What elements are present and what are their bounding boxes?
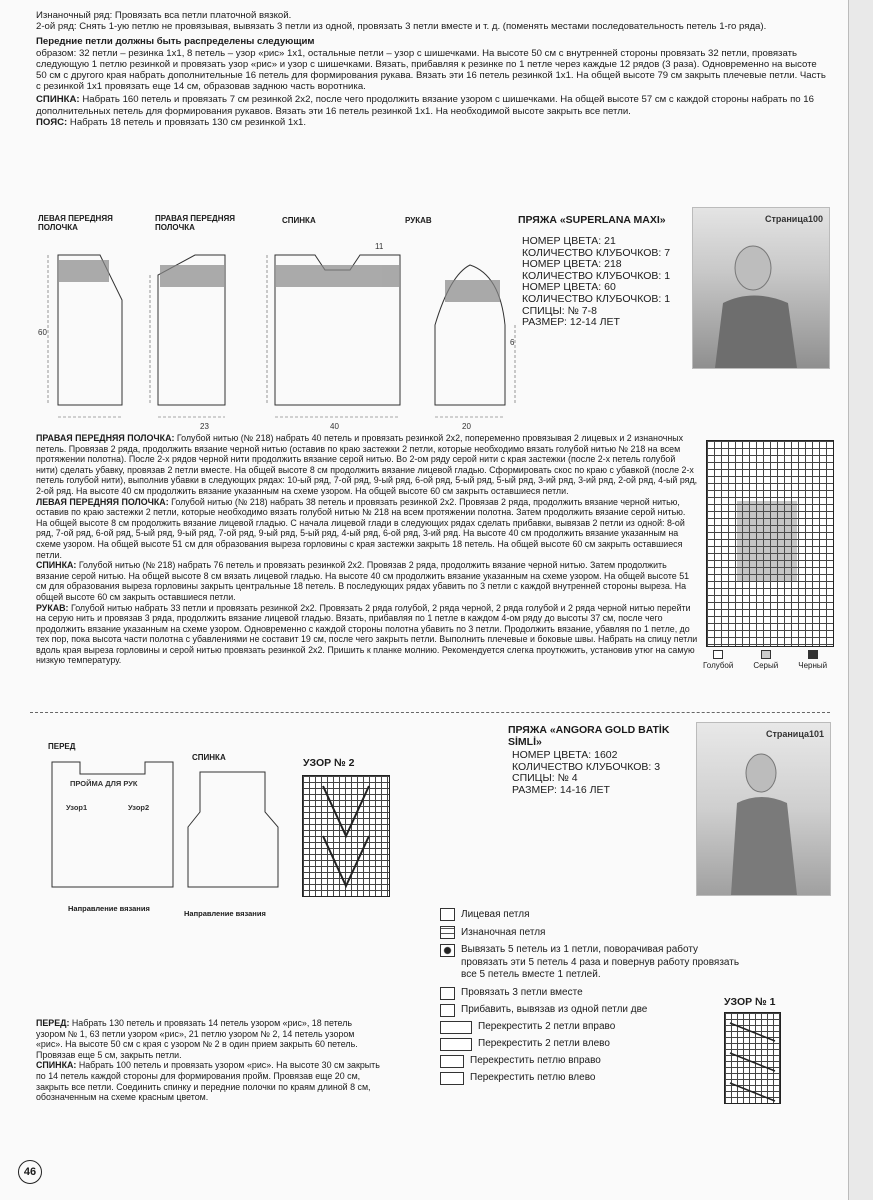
legend-item: Изнаночная петля [461, 926, 546, 938]
front2-text: Набрать 130 петель и провязать 14 петель узором «рис», 18 петель узором № 1, 63 петли узором «рис», 21 петлю узором № 2, 14 петель узором «рис». На высоте 50 см с края с узором № 2 в один прием закрыть 60 петель. Провязав еще 5 см, закрыть петли. [36, 1018, 358, 1060]
yarn1-line: НОМЕР ЦВЕТА: 218 [522, 258, 622, 271]
stitch-legend [440, 908, 740, 1085]
back2-label: СПИНКА: [36, 1060, 77, 1071]
yarn1-line: РАЗМЕР: 12-14 ЛЕТ [522, 316, 620, 329]
legend-grey: Серый [753, 661, 779, 670]
legend-item: Вывязать 5 петель из 1 петли, поворачивая работу провязать эти 5 петель 4 раза и повернув работу провязать все 5 петель вместе 1 петлей. [461, 944, 740, 980]
purl-symbol [440, 926, 455, 939]
yarn1-line: КОЛИЧЕСТВО КЛУБОЧКОВ: 1 [522, 292, 671, 305]
belt-label: ПОЯС: [36, 116, 68, 128]
front2-label: ПЕРЕД: [36, 1018, 70, 1028]
increase-symbol [440, 1004, 455, 1017]
back-pattern-band [276, 265, 399, 287]
yarn2-line: НОМЕР ЦВЕТА: 1602 [512, 749, 618, 761]
pattern1-chart [724, 1012, 781, 1104]
left-front-pattern-band [59, 260, 109, 282]
cross2-right-symbol [440, 1021, 472, 1034]
yarn2-line: КОЛИЧЕСТВО КЛУБОЧКОВ: 3 [512, 760, 661, 773]
model-figure-1 [693, 208, 829, 368]
next-page-edge [848, 0, 873, 1200]
bobble-symbol [440, 944, 455, 957]
yarn1-line: НОМЕР ЦВЕТА: 21 [522, 235, 616, 247]
legend-black: Черный [798, 661, 828, 670]
sleeve-pattern-band [445, 280, 500, 302]
instr-label: ПРАВАЯ ПЕРЕДНЯЯ ПОЛОЧКА: [36, 433, 175, 443]
colorwork-chart [706, 440, 834, 647]
dim-front-width: 23 [200, 422, 209, 431]
back2-text: Набрать 100 петель и провязать узором «рис». На высоте 30 см закрыть по 14 петель каждой стороны для формирования пройм. Провязав еще 20 см, закрыть все петли. Соединить спинку и передние полочки по краям длиной 8 см, обозначенным на схеме красным цветом. [36, 1060, 380, 1103]
k3tog-symbol [440, 987, 455, 1000]
legend-item: Перекрестить 2 петли влево [478, 1038, 610, 1049]
yarn1-line: НОМЕР ЦВЕТА: 60 [522, 281, 616, 294]
instr-text: Голубой нитью (№ 218) набрать 40 петель и провязать резинкой 2х2, попеременно провязывая 2 лицевых и 2 изнаночных петель. Провязав 2 ряда, продолжить вязание черной нитью (оставив по краю застежки 2 петли, которые необходимо вязать голубой нитью № 218 на всем протяжении полотна). После 2-х рядов черной нити продолжить вязание серой нитью. Во 2-ом ряду серой нити с края застежки (после 2-х петель голубой нити) сделать убавку, провязав 2 петли вместе. На общей высоте 8 см продолжить вязание лицевой гладью. Сформировать скос по краю с убавкой (после 2-х петель голубой нити), выполнив убавки в следующих рядах: 10-ый ряд, 7-ой ряд, 9-ый ряд, 6-ой ряд, 5-ый ряд, 5-ый ряд, 3-ий ряд, 3-ий ряд, 2-ой ряд, 4-ый ряд, 2-ой ряд. На высоте 40 см продолжить вязание указанным на схеме узором. На общей высоте 60 см закрыть оставшиеся петли. [36, 433, 698, 496]
pattern1-schematics [30, 235, 520, 435]
instr-text: Голубой нитью (№ 218) набрать 38 петель и провязать резинкой 2х2. Провязав 2 ряда, продолжить вязание черной нитью, оставив по краю застежки 2 петли, которые необходимо вязать голубой нитью № 218 на всем протяжении полотна. Затем продолжить вязание серой нитью. На общей высоте 8 см продолжить вязание лицевой гладью. С начала лицевой глади в следующих рядах сделать прибавки, вывязав 2 петли из одной: 8-ой ряд, 7-ой ряд, 6-ой ряд, 5-ый ряд, 9-ый ряд, 7-ой ряд, 9-ый ряд, 5-ый ряд, 4-ый ряд, 6-ой ряд, 3-ий ряд. На высоте 40 см продолжить вязание указанным на схеме узором. На общей высоте 51 см для образования выреза горловины с края застежки закрыть 18 петель. На общей высоте 60 см закрыть оставшиеся петли. [36, 496, 686, 560]
instr-label: РУКАВ: [36, 602, 69, 613]
pattern2-chart [302, 775, 390, 897]
yarn1-line: СПИЦЫ: № 7-8 [522, 304, 597, 317]
yarn2-line: РАЗМЕР: 14-16 ЛЕТ [512, 783, 610, 796]
front-text: образом: 32 петли – резинка 1х1, 8 петель – узор «рис» 1х1, остальные петли – узор с шишечками. На высоте 50 см с внутренней стороны провязать 32 петли, провязать следующую 1 петлю резинкой и провязать узор «рис» и узор с шишечками. Вязать, прибавляя к резинке по 1 петле через каждые 12 рядов (3 раза). Одновременно на высоте 50 см с другого края набрать дополнительные 16 петель для формирования рукава. Вязать эти 16 петель резинкой 1х1. На общей высоте 79 см закрыть плечевые петли. Часть с резинкой 1х1 провязать еще 14 см, образовав заднюю часть воротника. [36, 47, 826, 93]
intro-block [36, 10, 826, 128]
front-head: Передние петли должны быть распределены следующим [36, 36, 315, 48]
legend-item: Провязать 3 петли вместе [461, 987, 583, 998]
yarn1-line: КОЛИЧЕСТВО КЛУБОЧКОВ: 7 [522, 246, 671, 259]
pattern2-schematics [40, 752, 290, 902]
cross2-left-symbol [440, 1038, 472, 1051]
instr-label: СПИНКА: [36, 560, 77, 571]
label-right-front: ПРАВАЯ ПЕРЕДНЯЯ ПОЛОЧКА [155, 214, 236, 232]
page-ref-2: Страница101 [765, 729, 824, 739]
label-back2: СПИНКА [192, 753, 226, 762]
dim-back-width: 40 [330, 422, 339, 431]
direction-back: Направление вязания [184, 909, 266, 918]
model-photo-1 [692, 207, 830, 369]
dim-shoulder: 11 [375, 242, 384, 251]
yarn1-list [522, 236, 670, 329]
back-label: СПИНКА: [36, 94, 80, 106]
label-left-front: ЛЕВАЯ ПЕРЕДНЯЯ ПОЛОЧКА [38, 214, 113, 232]
legend-item: Перекрестить петлю влево [470, 1072, 596, 1083]
legend-item: Лицевая петля [461, 908, 530, 920]
section-divider [30, 712, 830, 713]
legend-item: Прибавить, вывязав из одной петли две [461, 1004, 648, 1015]
label-armhole: ПРОЙМА ДЛЯ РУК [70, 779, 138, 788]
cross1-left-symbol [440, 1072, 464, 1085]
intro-line-1: Изнаночный ряд: Провязать вса петли платочной вязкой. [36, 10, 292, 21]
instr-text: Голубой нитью набрать 33 петли и провязать резинкой 2х2. Провязать 2 ряда голубой, 2 ряда черной, 2 ряда голубой и 2 ряда черной нитью перейти на серую нить и провязав 3 ряда, продолжить вязание лицевой гладью. Вязать, прибавляя по 1 петле в каждом 4-ом ряду до высоты 37 см, после чего продолжить вязание указанным на схеме узором. Одновременно с каждой стороны полотна убавить по 3 петли. Продолжить вязание, убавляя по 1 петле, до тех пор, пока высота части полотна с убавлениями не составит 19 см, после чего закрыть петли. Выполнить плечевые и боковые швы. Набрать на спицу петли вдоль края выреза горловины и серой нитью провязать резинкой 2х2. Пришить к планке молнию. Рекомендуется слегка проутюжить, установив утюг на самую низкую температуру. [36, 602, 698, 666]
yarn2-line: СПИЦЫ: № 4 [512, 772, 578, 785]
dim-height: 60 [38, 328, 47, 337]
legend-blue: Голубой [703, 661, 734, 670]
yarn1-title: ПРЯЖА «SUPERLANA MAXI» [518, 214, 666, 226]
pattern1-instructions [36, 433, 698, 666]
back-text: Набрать 160 петель и провязать 7 см резинкой 2х2, после чего продолжить вязание узором с шишечками. На общей высоте 57 см с каждой стороны набрать по 16 дополнительных петель для формирования рукавов. Вязать эти 16 петель резинкой 1х1. На необходимой высоте закрыть все петли. [36, 94, 814, 117]
legend-item: Перекрестить 2 петли вправо [478, 1021, 616, 1032]
knit-symbol [440, 908, 455, 921]
intro-line-2: 2-ой ряд: Снять 1-ую петлю не провязывая, вывязать 3 петли из одной, провязать 3 петли вместе и т. д. (поменять местами последовательность петель 1-го ряда). [36, 21, 767, 33]
pattern1-chart-title: УЗОР № 1 [724, 996, 776, 1008]
instr-label: ЛЕВАЯ ПЕРЕДНЯЯ ПОЛОЧКА: [36, 496, 169, 507]
yarn2-list [512, 750, 660, 796]
label-pattern2: УЗОР № 2 [303, 757, 355, 769]
pattern2-instructions [36, 1018, 381, 1103]
model-photo-2 [696, 722, 831, 896]
label-zone1: Узор1 [66, 803, 88, 812]
chart-legend [703, 650, 827, 670]
dim-sleeve-side: 6 [510, 338, 515, 347]
model-figure-2 [697, 723, 830, 895]
dim-sleeve-width: 20 [462, 422, 471, 431]
page-ref-1: Страница100 [764, 214, 823, 224]
label-front2: ПЕРЕД [48, 742, 76, 751]
label-back: СПИНКА [282, 216, 316, 225]
direction-front: Направление вязания [68, 904, 150, 913]
right-front-pattern-band [160, 265, 224, 287]
label-zone2: Узор2 [128, 803, 150, 812]
yarn2-title: ПРЯЖА «ANGORA GOLD BATİK SİMLİ» [508, 724, 670, 748]
legend-item: Перекрестить петлю вправо [470, 1055, 601, 1066]
yarn1-line: КОЛИЧЕСТВО КЛУБОЧКОВ: 1 [522, 269, 671, 282]
cross1-right-symbol [440, 1055, 464, 1068]
back2-outline [188, 772, 278, 887]
label-sleeve: РУКАВ [405, 216, 432, 225]
belt-text: Набрать 18 петель и провязать 130 см резинкой 1х1. [69, 116, 307, 128]
instr-text: Голубой нитью (№ 218) набрать 76 петель и провязать резинкой 2х2. Провязав 2 ряда, продолжить вязание черной нитью. Затем продолжить вязание серой нитью. На общей высоте 8 см вязать лицевой гладью. На высоте 40 см продолжить вязание указанным на схеме узором. На общей высоте 51 см для образования выреза горловины закрыть центральные 18 петель. В последующих рядах убавить по 3 петли с каждой внутренней стороны выреза. На общей высоте 60 см закрыть оставшиеся петли. [36, 560, 690, 602]
page-number: 46 [18, 1160, 42, 1184]
